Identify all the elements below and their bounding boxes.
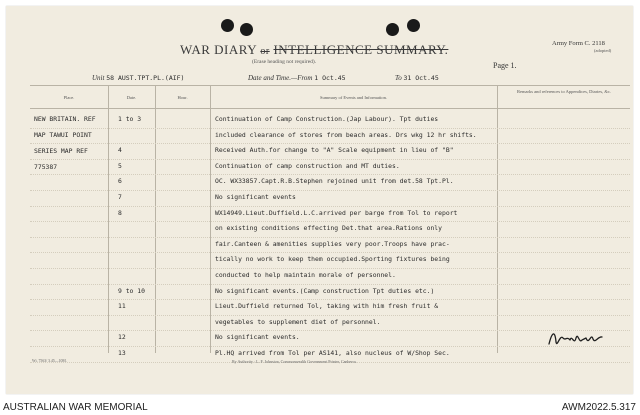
row-rule bbox=[30, 128, 630, 129]
entry-text: OC. WX33857.Capt.R.B.Stephen rejoined unit from det.58 Tpt.Pl. bbox=[215, 177, 454, 186]
war-diary-sheet bbox=[6, 6, 633, 394]
entry-date: 11 bbox=[118, 302, 126, 311]
entry-date: 6 bbox=[118, 177, 122, 186]
entry-text: Continuation of Camp Construction.(Jap Labour). Tpt duties bbox=[215, 115, 439, 123]
place-line: MAP TAWUI POINT bbox=[34, 131, 92, 139]
row-rule bbox=[30, 206, 630, 207]
to-label: To bbox=[395, 74, 402, 82]
entry-text: No significant events bbox=[215, 193, 296, 201]
row-rule bbox=[30, 346, 630, 347]
entry-date: 9 to 10 bbox=[118, 286, 145, 295]
diary-title bbox=[180, 42, 448, 58]
archive-caption-bar bbox=[0, 400, 640, 415]
title-or: or bbox=[260, 46, 270, 57]
entry-date: 5 bbox=[118, 161, 122, 170]
entry-text: Lieut.Duffield returned Tol, taking with him fresh fruit & bbox=[215, 302, 439, 311]
page-number: Page 1. bbox=[493, 61, 517, 70]
entry-text: fair.Canteen & amenities supplies very poor.Troops have prac- bbox=[215, 239, 450, 248]
from-value: 1 Oct.45 bbox=[314, 74, 346, 82]
entry-text: Received Auth.for change to "A" Scale equipment in lieu of "B" bbox=[215, 146, 454, 155]
title-intelligence-summary: INTELLIGENCE SUMMARY. bbox=[273, 42, 449, 57]
row-rule bbox=[30, 159, 630, 160]
entry-text: included clearance of stores from beach areas. Drs wkg 12 hr shifts. bbox=[215, 130, 477, 139]
entry-date: 8 bbox=[118, 208, 122, 217]
unit-field bbox=[92, 74, 184, 82]
army-form-number: Army Form C. 2118 bbox=[552, 40, 605, 47]
entry-date: 1 to 3 bbox=[118, 115, 142, 123]
to-value: 31 Oct.45 bbox=[403, 74, 439, 82]
archive-name: AUSTRALIAN WAR MEMORIAL bbox=[3, 402, 148, 413]
row-rule bbox=[30, 330, 630, 331]
row-rule bbox=[30, 174, 630, 175]
punch-hole bbox=[407, 19, 420, 32]
row-rule bbox=[30, 143, 630, 144]
entry-text: on existing conditions effecting Det.that area.Rations only bbox=[215, 224, 443, 233]
form-print-code: Wt. 7563/ 3.45—10M. bbox=[32, 359, 67, 363]
printer-authority: By Authority : L. F. Johnston, Commonwealth Government Printer, Canberra. bbox=[232, 359, 357, 364]
entry-text: No significant events.(Camp construction Tpt duties etc.) bbox=[215, 286, 435, 295]
place-line: 775387 bbox=[34, 163, 58, 171]
column-divider bbox=[210, 85, 211, 353]
entry-text: vegetables to supplement diet of personnel. bbox=[215, 317, 381, 326]
entry-date: 13 bbox=[118, 349, 126, 357]
column-divider bbox=[108, 85, 109, 353]
entry-date: 4 bbox=[118, 146, 122, 155]
table-header-rule bbox=[30, 108, 630, 109]
date-label: Date and Time.—From bbox=[248, 74, 313, 82]
date-field bbox=[248, 74, 346, 82]
row-rule bbox=[30, 237, 630, 238]
col-head-summary: Summary of Events and Information. bbox=[319, 95, 388, 100]
signature bbox=[546, 326, 606, 352]
entry-text: WX14949.Lieut.Duffield.L.C.arrived per barge from Tol to report bbox=[215, 208, 458, 217]
row-rule bbox=[30, 268, 630, 269]
place-line: NEW BRITAIN. REF bbox=[34, 115, 96, 123]
place-line: SERIES MAP REF bbox=[34, 147, 88, 155]
col-head-place: Place. bbox=[63, 95, 75, 100]
entry-text: tically no work to keep them occupied.Sporting fixtures being bbox=[215, 255, 450, 264]
column-divider bbox=[497, 85, 498, 353]
row-rule bbox=[30, 299, 630, 300]
entry-text: No significant events. bbox=[215, 333, 300, 342]
col-head-date: Date. bbox=[126, 95, 137, 100]
title-war-diary: WAR DIARY bbox=[180, 42, 257, 57]
row-rule bbox=[30, 315, 630, 316]
row-rule bbox=[30, 252, 630, 253]
entry-date: 7 bbox=[118, 193, 122, 201]
punch-hole bbox=[386, 23, 399, 36]
archive-reference: AWM2022.5.317 bbox=[561, 402, 636, 413]
punch-hole bbox=[221, 19, 234, 32]
table-top-rule bbox=[30, 85, 630, 86]
entry-text: Continuation of camp construction and MT duties. bbox=[215, 161, 400, 170]
row-rule bbox=[30, 221, 630, 222]
to-field bbox=[395, 74, 439, 82]
unit-value: 58 AUST.TPT.PL.(AIF) bbox=[106, 74, 185, 82]
col-head-remarks: Remarks and references to Appendices, Diaries, &c. bbox=[516, 89, 612, 94]
entry-text: conducted to help maintain morale of personnel. bbox=[215, 271, 396, 279]
erase-note: (Erase heading not required). bbox=[252, 59, 317, 65]
column-divider bbox=[155, 85, 156, 353]
entry-text: Pl.HQ arrived from Tol per AS141, also nucleus of W/Shop Sec. bbox=[215, 349, 450, 357]
unit-label: Unit bbox=[92, 74, 105, 82]
entry-date: 12 bbox=[118, 333, 126, 342]
punch-hole bbox=[240, 23, 253, 36]
army-form-sub: (adopted) bbox=[594, 48, 612, 53]
col-head-hour: Hour. bbox=[177, 95, 188, 100]
row-rule bbox=[30, 190, 630, 191]
row-rule bbox=[30, 284, 630, 285]
